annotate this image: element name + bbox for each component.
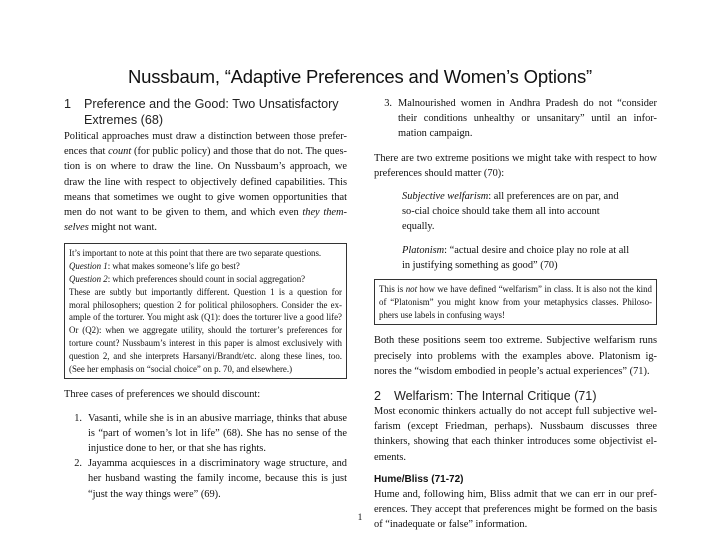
note-box-questions: It’s important to note at this point that there are two separate questions. Question 1: what makes someone’s life go best? Question 2: which preferences should count in social aggregation? These are subtly but importantly different. Question 1 is a question for moral philosophers; question 2 for political philosophers. Consider the ex-ample of the torturer. You might ask (Q1): does the torturer live a good life? Or (Q2): when we aggregate utility, should the torturer’s preferences for torture count? Nussbaum’s interest in this paper is almost exclusively with question 2, and she interprets Harsanyi/Brandt/etc. along these lines, too. (See her emphasis on “social choice” on p. 70, and elsewhere.)	[64, 243, 347, 379]
list-item: 1. Vasanti, while she is in an abusive marriage, thinks that abuse is “part of women’s lot in life” (68). She has no sense of the injustice done to her, or that she has rights.	[74, 412, 347, 454]
right-column	[374, 96, 657, 532]
extremes-intro: There are two extreme positions we might take with respect to how preferences should matter (70):	[374, 152, 657, 179]
cases-list	[64, 411, 347, 502]
list-item: 2. Jayamma acquiesces in a discriminatory wage structure, and her husband wasting the family income, because this is just “just the way things were” (69).	[74, 458, 347, 500]
note-box-labels: This is not how we have defined “welfarism” in class. It is also not the kind of “Platonism” you might know from your metaphysics classes. Philoso-phers use labels in confusing ways!	[374, 279, 657, 325]
section-1-title: Preference and the Good: Two Unsatisfactory Extremes (68)	[84, 97, 339, 127]
list-item: 3. Malnourished women in Andhra Pradesh do not “consider their conditions unhealthy or unsanitary” until an infor-mation campaign.	[384, 98, 657, 140]
platonism-definition: Platonism: “actual desire and choice play no role at all in justifying something as good” (70)	[402, 244, 630, 271]
section-2-paragraph: Most economic thinkers actually do not accept full subjective wel-farism (except Friedman, perhaps). Nussbaum discusses three thinkers, showing that each thinker introduces some objectivist el-ements.	[374, 406, 657, 463]
subjective-welfarism-definition: Subjective welfarism: all preferences are on par, and so-cial choice should take them all into account equally.	[402, 191, 619, 233]
page-number: 1	[357, 513, 363, 523]
page-title: Nussbaum, “Adaptive Preferences and Women’s Options”	[128, 66, 592, 87]
both-positions-paragraph: Both these positions seem too extreme. Subjective welfarism runs precisely into problems with the examples above. Platonism ig-nores the “wisdom embodied in people’s actual experiences” (71).	[374, 335, 657, 377]
section-2-title: Welfarism: The Internal Critique (71)	[394, 389, 597, 404]
left-column	[64, 96, 347, 502]
cases-intro: Three cases of preferences we should discount:	[64, 389, 261, 401]
section-2-heading	[374, 388, 657, 404]
section-1-paragraph: Political approaches must draw a distinction between those prefer-ences that count (for public policy) and those that do not. The ques-tion is on where to draw the line. On Nussbaum’s approach, we draw the line with respect to objectively defined capabilities. This means that sometimes we ought to give women opportunities that men do not want to be given to them, and which even they them-selves might not want.	[64, 131, 348, 234]
section-2-number: 2	[374, 389, 382, 404]
section-1-heading	[64, 96, 347, 128]
subsection-heading: Hume/Bliss (71-72)	[374, 473, 464, 485]
section-1-number: 1	[64, 97, 72, 111]
cases-list-continued	[374, 96, 657, 142]
subsection-paragraph: Hume and, following him, Bliss admit that we can err in our pref-erences. They accept that preferences might be formed on the basis of “inadequate or false” information.	[374, 488, 657, 531]
